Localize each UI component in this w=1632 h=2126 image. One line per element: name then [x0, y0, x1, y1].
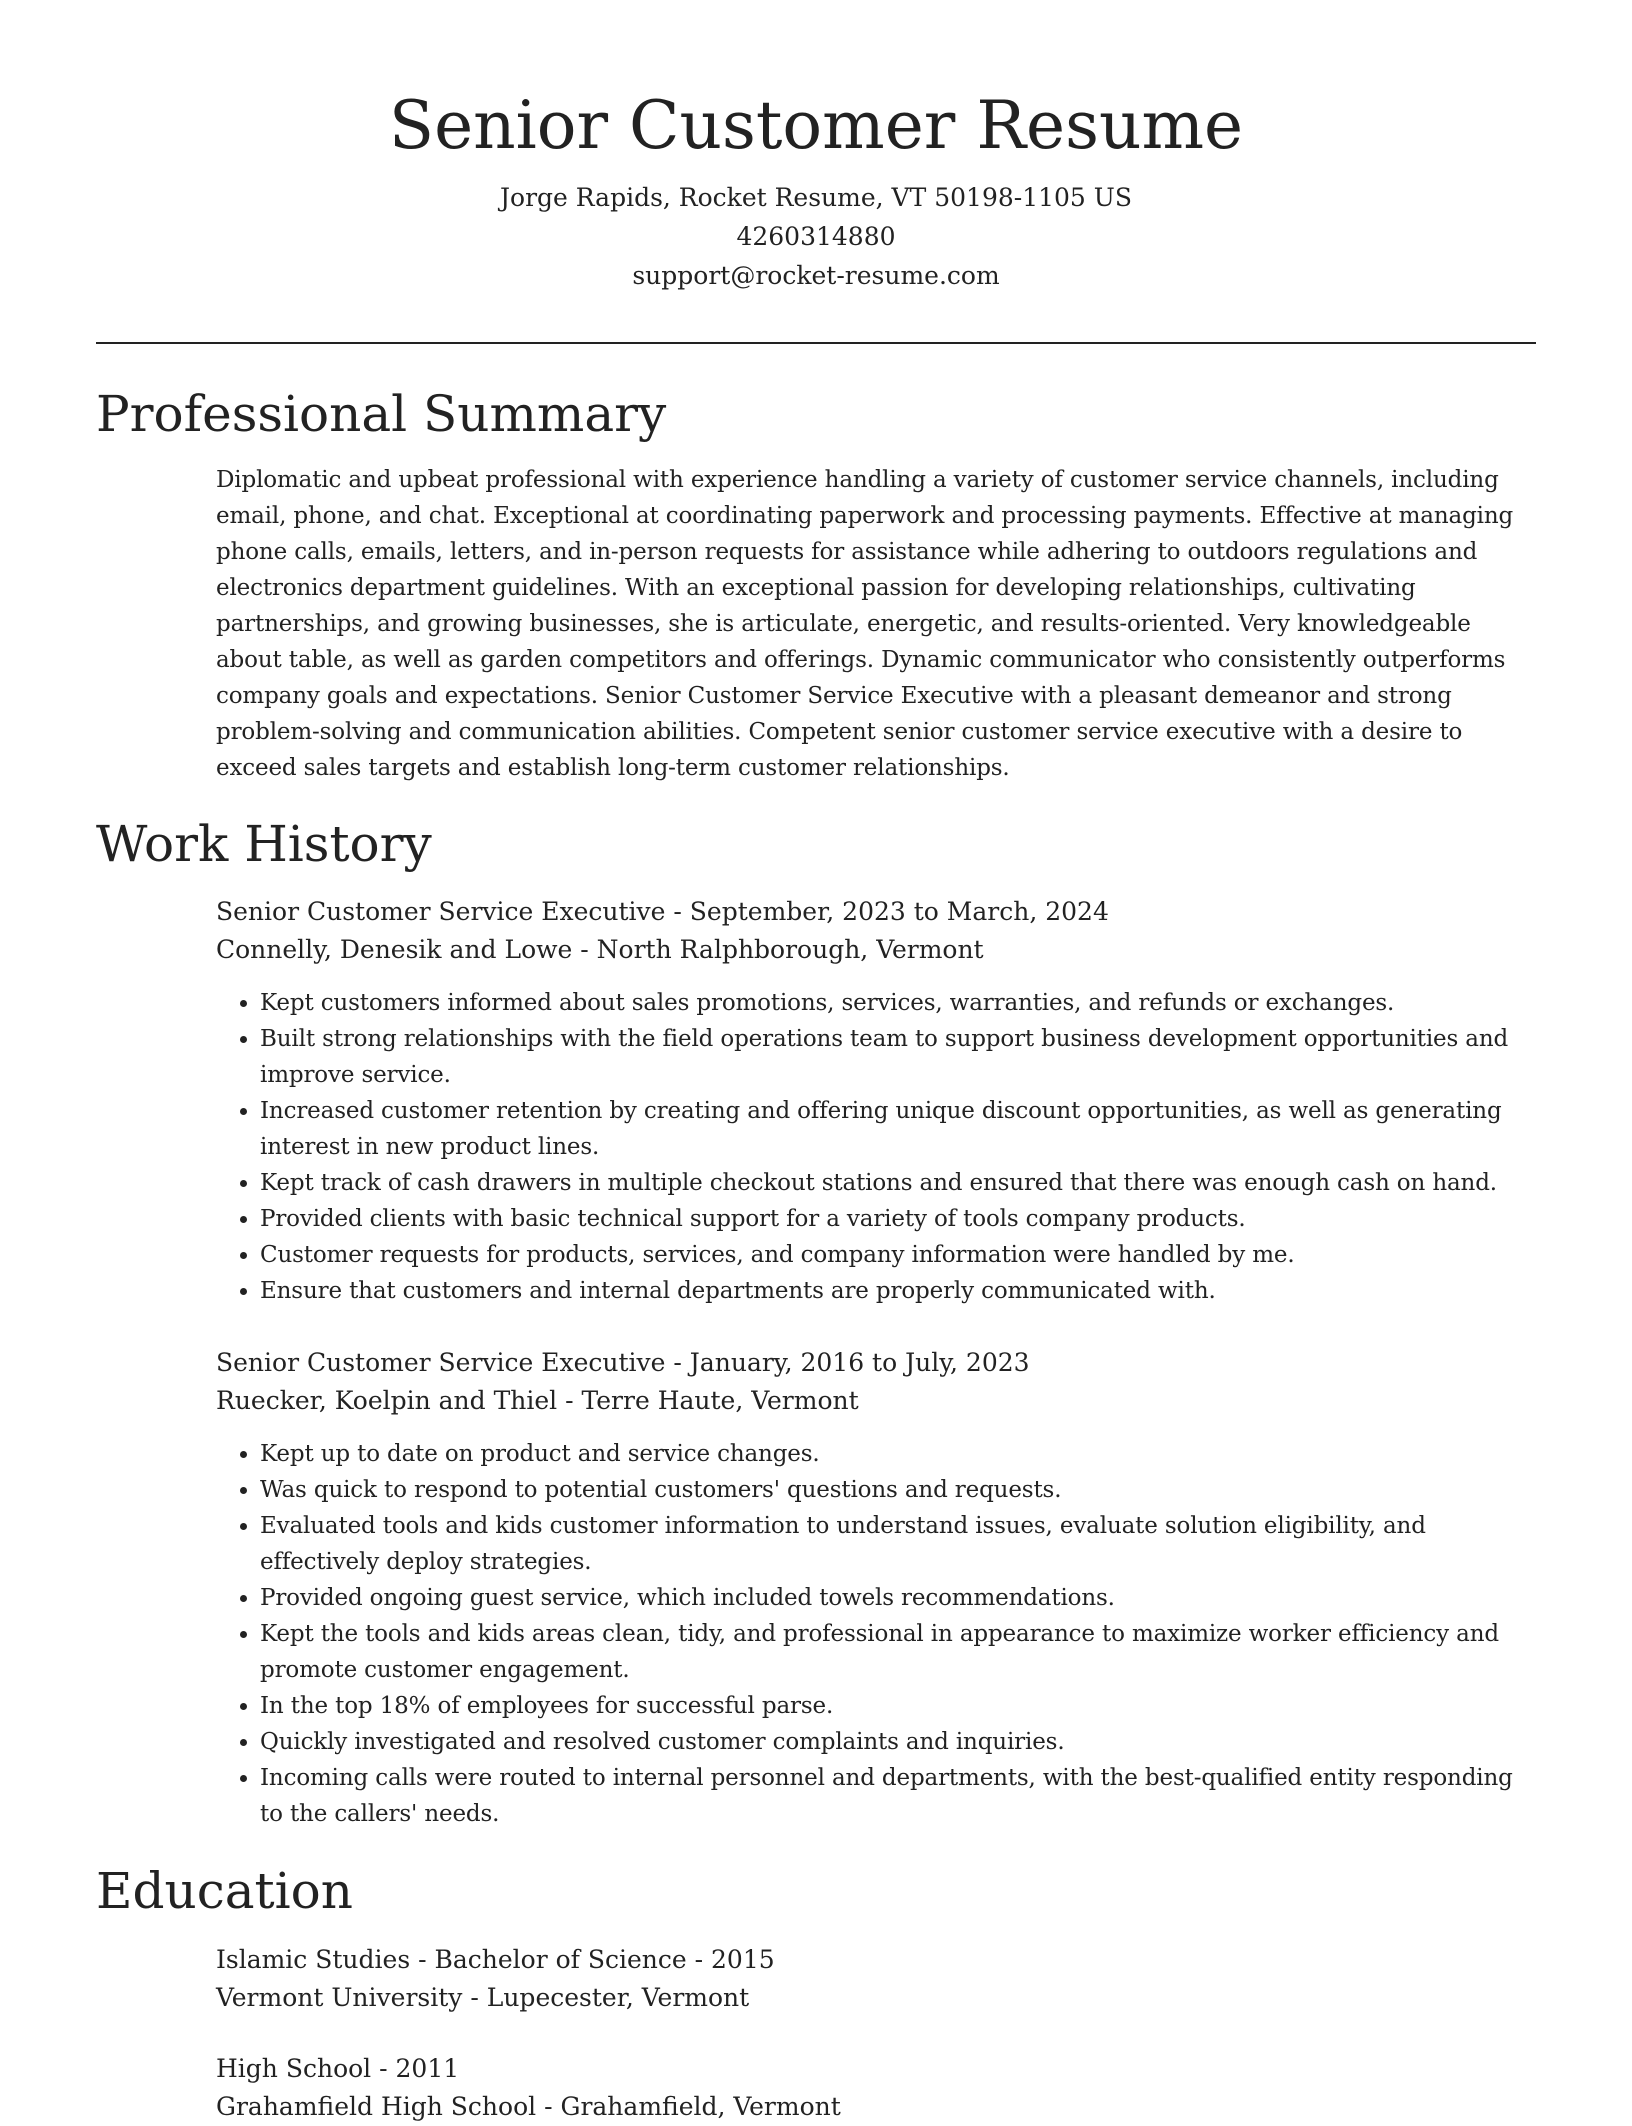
job-company: Ruecker, Koelpin and Thiel	[216, 1386, 558, 1415]
job-entry-1	[216, 893, 1532, 1309]
work-history-heading: Work History	[96, 815, 432, 873]
education-degree-line	[216, 2050, 1532, 2088]
job-duties-list	[216, 985, 1532, 1309]
education-entry-2	[216, 2050, 1532, 2126]
contact-phone: 4260314880	[736, 222, 896, 251]
education-location: - Grahamfield, Vermont	[536, 2092, 841, 2121]
job-dates: - September, 2023 to March, 2024	[665, 897, 1109, 926]
header-divider	[96, 342, 1536, 344]
education-field: Islamic Studies	[216, 1945, 411, 1974]
education-school: Grahamfield High School	[216, 2092, 537, 2121]
job-duty: • Built strong relationships with the field operations team to support business development opportunities and improve service.	[260, 1021, 1532, 1093]
contact-block	[96, 178, 1536, 295]
job-duty: • Kept track of cash drawers in multiple checkout stations and ensured that there was enough cash on hand.	[260, 1165, 1532, 1201]
education-entry-1	[216, 1941, 1532, 2017]
job-duty: • Kept the tools and kids areas clean, tidy, and professional in appearance to maximize worker efficiency and promote customer engagement.	[260, 1616, 1532, 1688]
job-duty: • Customer requests for products, services, and company information were handled by me.	[260, 1237, 1532, 1273]
job-duties-list	[216, 1436, 1532, 1832]
job-dates: - January, 2016 to July, 2023	[665, 1348, 1030, 1377]
job-location: - North Ralphborough, Vermont	[572, 935, 984, 964]
job-duty: • Evaluated tools and kids customer information to understand issues, evaluate solution eligibility, and effectively deploy strategies.	[260, 1508, 1532, 1580]
job-title-line	[216, 1344, 1532, 1382]
education-degree: - Bachelor of Science - 2015	[410, 1945, 775, 1974]
job-duty: • Provided ongoing guest service, which included towels recommendations.	[260, 1580, 1532, 1616]
contact-email: support@rocket-resume.com	[632, 261, 1000, 290]
job-duty: • Provided clients with basic technical support for a variety of tools company products.	[260, 1201, 1532, 1237]
education-location: - Lupecester, Vermont	[462, 1983, 750, 2012]
education-school-line	[216, 1979, 1532, 2017]
resume-title: Senior Customer Resume	[388, 87, 1244, 164]
job-duty: • Incoming calls were routed to internal personnel and departments, with the best-qualified entity responding to the callers' needs.	[260, 1760, 1532, 1832]
job-company: Connelly, Denesik and Lowe	[216, 935, 573, 964]
job-company-line	[216, 1382, 1532, 1420]
job-title-line	[216, 893, 1532, 931]
job-duty: • Quickly investigated and resolved customer complaints and inquiries.	[260, 1724, 1532, 1760]
job-location: - Terre Haute, Vermont	[557, 1386, 859, 1415]
job-duty: • Was quick to respond to potential customers' questions and requests.	[260, 1472, 1532, 1508]
job-duty: • Kept up to date on product and service changes.	[260, 1436, 1532, 1472]
education-field: High School	[216, 2054, 372, 2083]
contact-address: Jorge Rapids, Rocket Resume, VT 50198-1105 US	[500, 183, 1132, 212]
education-school: Vermont University	[216, 1983, 463, 2012]
job-position: Senior Customer Service Executive	[216, 1348, 666, 1377]
summary-section	[216, 462, 1532, 786]
summary-text: Diplomatic and upbeat professional with experience handling a variety of customer service channels, including email, phone, and chat. Exceptional at coordinating paperwork and processing payments. Effective at managing phone calls, emails, letters, and in-person requests for assistance while adhering to outdoors regulations and electronics department guidelines. With an exceptional passion for developing relationships, cultivating partnerships, and growing businesses, she is articulate, energetic, and results-oriented. Very knowledgeable about table, as well as garden competitors and offerings. Dynamic communicator who consistently outperforms company goals and expectations. Senior Customer Service Executive with a pleasant demeanor and strong problem-solving and communication abilities. Competent senior customer service executive with a desire to exceed sales targets and establish long-term customer relationships.	[216, 467, 1514, 781]
job-position: Senior Customer Service Executive	[216, 897, 666, 926]
job-duty: • In the top 18% of employees for successful parse.	[260, 1688, 1532, 1724]
education-degree-line	[216, 1941, 1532, 1979]
resume-header	[96, 82, 1536, 295]
education-degree: - 2011	[371, 2054, 460, 2083]
education-heading: Education	[96, 1862, 353, 1920]
education-school-line	[216, 2088, 1532, 2126]
job-duty: • Kept customers informed about sales promotions, services, warranties, and refunds or exchanges.	[260, 985, 1532, 1021]
job-duty: • Ensure that customers and internal departments are properly communicated with.	[260, 1273, 1532, 1309]
job-company-line	[216, 931, 1532, 969]
job-duty: • Increased customer retention by creating and offering unique discount opportunities, as well as generating interest in new product lines.	[260, 1093, 1532, 1165]
job-entry-2	[216, 1344, 1532, 1832]
summary-heading: Professional Summary	[96, 385, 667, 443]
